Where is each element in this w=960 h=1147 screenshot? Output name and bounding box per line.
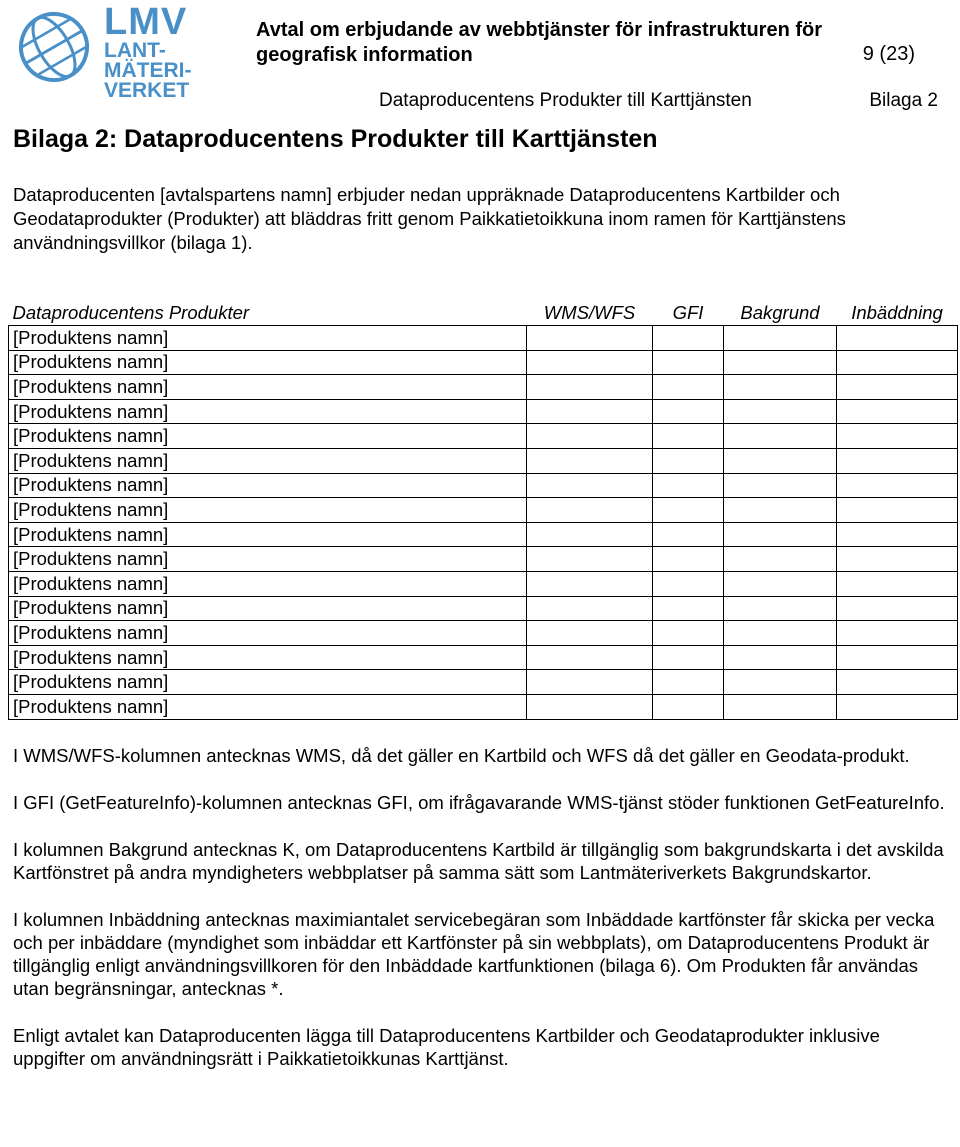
product-name-cell: [Produktens namn]	[9, 424, 527, 449]
gfi-cell	[653, 670, 724, 695]
header-subtitle: Dataproducentens Produkter till Karttjänsten	[379, 90, 752, 111]
gfi-cell	[653, 571, 724, 596]
inbaddning-cell	[837, 424, 958, 449]
inbaddning-cell	[837, 326, 958, 351]
table-row	[9, 498, 958, 523]
products-table	[8, 301, 958, 720]
product-name-cell: [Produktens namn]	[9, 473, 527, 498]
wms-wfs-cell	[527, 375, 653, 400]
wms-wfs-cell	[527, 596, 653, 621]
wms-wfs-cell	[527, 547, 653, 572]
gfi-cell	[653, 596, 724, 621]
col-header-inbaddning: Inbäddning	[851, 302, 943, 323]
note-paragraph: Enligt avtalet kan Dataproducenten lägga till Dataproducentens Kartbilder och Geodataprodukter inklusive uppgifter om användningsrätt i Paikkatietoikkunas Karttjänst.	[13, 1025, 880, 1069]
table-row	[9, 621, 958, 646]
inbaddning-cell	[837, 596, 958, 621]
table-row	[9, 448, 958, 473]
page-heading: Bilaga 2: Dataproducentens Produkter till Karttjänsten	[13, 125, 658, 153]
wms-wfs-cell	[527, 522, 653, 547]
col-header-bakgrund: Bakgrund	[740, 302, 820, 323]
bakgrund-cell	[724, 645, 837, 670]
note-paragraph: I kolumnen Bakgrund antecknas K, om Dataproducentens Kartbild är tillgänglig som bakgrundskarta i det avskilda Kartfönstret på andra myndigheters webbplatser på samma sätt som Lantmäteriverkets Bakgrundskartor.	[13, 839, 944, 883]
notes	[13, 744, 948, 1094]
table-row	[9, 522, 958, 547]
wms-wfs-cell	[527, 473, 653, 498]
globe-icon	[12, 5, 96, 89]
bakgrund-cell	[724, 326, 837, 351]
product-name-cell: [Produktens namn]	[9, 498, 527, 523]
wms-wfs-cell	[527, 448, 653, 473]
bakgrund-cell	[724, 522, 837, 547]
wms-wfs-cell	[527, 621, 653, 646]
product-name-cell: [Produktens namn]	[9, 375, 527, 400]
gfi-cell	[653, 621, 724, 646]
product-name-cell: [Produktens namn]	[9, 399, 527, 424]
gfi-cell	[653, 694, 724, 719]
table-header-row	[9, 301, 958, 326]
table-row	[9, 473, 958, 498]
logo-sub-line: VERKET	[104, 79, 190, 102]
gfi-cell	[653, 498, 724, 523]
bakgrund-cell	[724, 621, 837, 646]
inbaddning-cell	[837, 473, 958, 498]
bakgrund-cell	[724, 424, 837, 449]
gfi-cell	[653, 448, 724, 473]
inbaddning-cell	[837, 571, 958, 596]
product-name-cell: [Produktens namn]	[9, 645, 527, 670]
col-header-products: Dataproducentens Produkter	[12, 302, 250, 323]
wms-wfs-cell	[527, 670, 653, 695]
logo-sub-line: MÄTERI-	[104, 59, 192, 82]
bakgrund-cell	[724, 547, 837, 572]
table-row	[9, 670, 958, 695]
intro-paragraph: Dataproducenten [avtalspartens namn] erbjuder nedan uppräknade Dataproducentens Kartbilder och Geodataprodukter (Produkter) att bläddras fritt genom Paikkatietoikkuna inom ramen för Karttjänstens användningsvillkor (bilaga 1).	[13, 184, 846, 253]
products-table-body	[9, 326, 958, 720]
table-row	[9, 399, 958, 424]
product-name-cell: [Produktens namn]	[9, 670, 527, 695]
bakgrund-cell	[724, 375, 837, 400]
logo-wordmark	[104, 3, 192, 101]
gfi-cell	[653, 473, 724, 498]
document-title: Avtal om erbjudande av webbtjänster för infrastrukturen för geografisk information	[256, 19, 823, 66]
logo-brand: LMV	[104, 1, 188, 43]
product-name-cell: [Produktens namn]	[9, 326, 527, 351]
bakgrund-cell	[724, 694, 837, 719]
table-row	[9, 645, 958, 670]
note-paragraph: I GFI (GetFeatureInfo)-kolumnen antecknas GFI, om ifrågavarande WMS-tjänst stöder funktionen GetFeatureInfo.	[13, 792, 945, 813]
table-row	[9, 350, 958, 375]
wms-wfs-cell	[527, 694, 653, 719]
gfi-cell	[653, 326, 724, 351]
note-paragraph: I kolumnen Inbäddning antecknas maximiantalet servicebegäran som Inbäddade kartfönster får skicka per vecka och per inbäddare (myndighet som inbäddar ett Kartfönster på sin webbplats), om Dataproducentens Produkt är tillgänglig enligt användningsvillkoren för den Inbäddade kartfunktionen (bilaga 6). Om Produkten får användas utan begränsningar, antecknas *.	[13, 909, 935, 999]
product-name-cell: [Produktens namn]	[9, 547, 527, 572]
wms-wfs-cell	[527, 326, 653, 351]
product-name-cell: [Produktens namn]	[9, 621, 527, 646]
wms-wfs-cell	[527, 399, 653, 424]
table-row	[9, 596, 958, 621]
note-paragraph: I WMS/WFS-kolumnen antecknas WMS, då det gäller en Kartbild och WFS då det gäller en Geodata-produkt.	[13, 745, 910, 766]
bakgrund-cell	[724, 596, 837, 621]
wms-wfs-cell	[527, 498, 653, 523]
table-row	[9, 694, 958, 719]
inbaddning-cell	[837, 645, 958, 670]
gfi-cell	[653, 350, 724, 375]
wms-wfs-cell	[527, 645, 653, 670]
inbaddning-cell	[837, 375, 958, 400]
gfi-cell	[653, 645, 724, 670]
inbaddning-cell	[837, 448, 958, 473]
bakgrund-cell	[724, 448, 837, 473]
gfi-cell	[653, 547, 724, 572]
inbaddning-cell	[837, 670, 958, 695]
logo-sub-line: LANT-	[104, 39, 166, 62]
wms-wfs-cell	[527, 424, 653, 449]
inbaddning-cell	[837, 522, 958, 547]
bakgrund-cell	[724, 399, 837, 424]
bakgrund-cell	[724, 473, 837, 498]
bakgrund-cell	[724, 350, 837, 375]
table-row	[9, 424, 958, 449]
inbaddning-cell	[837, 399, 958, 424]
product-name-cell: [Produktens namn]	[9, 571, 527, 596]
bakgrund-cell	[724, 670, 837, 695]
product-name-cell: [Produktens namn]	[9, 448, 527, 473]
wms-wfs-cell	[527, 571, 653, 596]
inbaddning-cell	[837, 547, 958, 572]
product-name-cell: [Produktens namn]	[9, 350, 527, 375]
wms-wfs-cell	[527, 350, 653, 375]
page-number: 9 (23)	[862, 43, 915, 65]
inbaddning-cell	[837, 498, 958, 523]
inbaddning-cell	[837, 350, 958, 375]
inbaddning-cell	[837, 621, 958, 646]
product-name-cell: [Produktens namn]	[9, 522, 527, 547]
col-header-wms-wfs: WMS/WFS	[543, 302, 636, 323]
bakgrund-cell	[724, 498, 837, 523]
product-name-cell: [Produktens namn]	[9, 694, 527, 719]
lmv-logo	[12, 1, 192, 102]
inbaddning-cell	[837, 694, 958, 719]
gfi-cell	[653, 399, 724, 424]
gfi-cell	[653, 424, 724, 449]
header-bilaga: Bilaga 2	[869, 90, 938, 111]
gfi-cell	[653, 375, 724, 400]
table-row	[9, 571, 958, 596]
table-row	[9, 326, 958, 351]
gfi-cell	[653, 522, 724, 547]
table-row	[9, 375, 958, 400]
bakgrund-cell	[724, 571, 837, 596]
table-row	[9, 547, 958, 572]
product-name-cell: [Produktens namn]	[9, 596, 527, 621]
col-header-gfi: GFI	[672, 302, 704, 323]
